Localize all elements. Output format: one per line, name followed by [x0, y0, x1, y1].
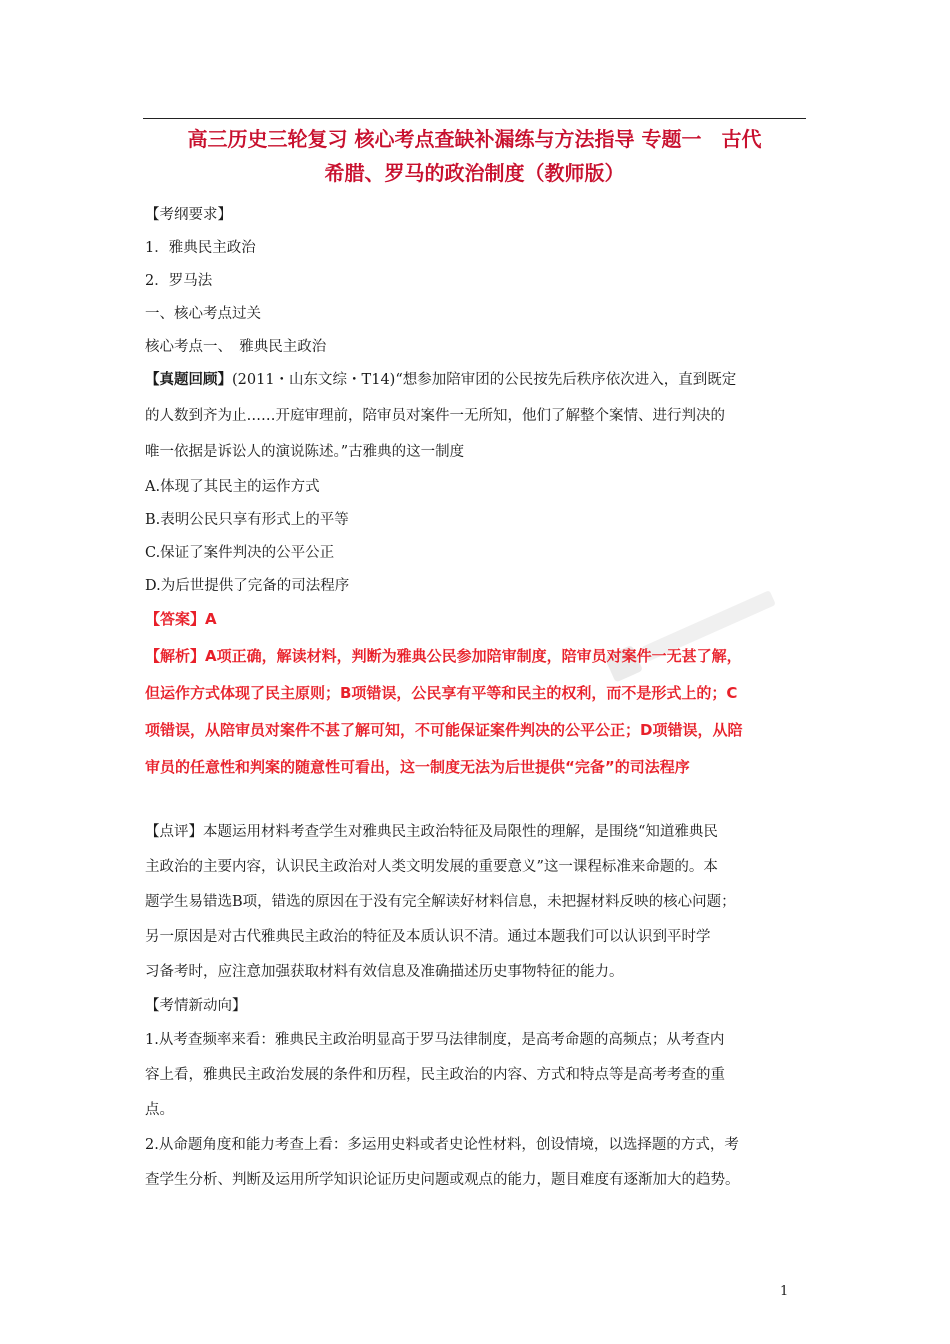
- option-d: D.为后世提供了完备的司法程序: [145, 578, 350, 594]
- question-label: 【真题回顾】: [145, 371, 232, 388]
- analysis-line-2: 但运作方式体现了民主原则；B项错误，公民享有平等和民主的权利，而不是形式上的；C: [145, 684, 738, 702]
- question-line-2: 的人数到齐为止……开庭审理前，陪审员对案件一无所知，他们了解整个案情、进行判决的: [145, 408, 725, 424]
- trend-1-line-2: 容上看，雅典民主政治发展的条件和历程，民主政治的内容、方式和特点等是高考考查的重: [145, 1067, 725, 1083]
- trend-1-line-1: 1.从考查频率来看：雅典民主政治明显高于罗马法律制度，是高考命题的高频点；从考查内: [145, 1032, 725, 1048]
- option-b: B.表明公民只享有形式上的平等: [145, 512, 349, 528]
- trend-1-line-3: 点。: [145, 1102, 174, 1118]
- analysis-line-3: 项错误，从陪审员对案件不甚了解可知，不可能保证案件判决的公平公正；D项错误，从陪: [145, 721, 743, 739]
- outline-item-2: 2．罗马法: [145, 273, 213, 289]
- document-title-line1: 高三历史三轮复习 核心考点查缺补漏练与方法指导 专题一 古代: [187, 127, 762, 151]
- comment-line-2: 主政治的主要内容，认识民主政治对人类文明发展的重要意义”这一课程标准来命题的。本: [145, 859, 718, 875]
- analysis-line-1: 【解析】A项正确，解读材料，判断为雅典公民参加陪审制度，陪审员对案件一无甚了解，: [145, 647, 742, 665]
- comment-line-5: 习备考时，应注意加强获取材料有效信息及准确描述历史事物特征的能力。: [145, 964, 624, 980]
- option-a: A.体现了其民主的运作方式: [145, 479, 320, 495]
- comment-line-4: 另一原因是对古代雅典民主政治的特征及本质认识不清。通过本题我们可以认识到平时学: [145, 929, 711, 945]
- comment-line-1: 【点评】本题运用材料考查学生对雅典民主政治特征及局限性的理解，是围绕“知道雅典民: [145, 824, 718, 840]
- watermark-logo: [600, 575, 790, 689]
- page-number: 1: [780, 1284, 789, 1299]
- section-heading: 一、核心考点过关: [145, 306, 261, 322]
- header-rule: [143, 118, 806, 119]
- outline-item-1: 1．雅典民主政治: [145, 240, 256, 256]
- outline-heading: 【考纲要求】: [145, 207, 232, 223]
- core-point-1: 核心考点一、 雅典民主政治: [145, 339, 327, 355]
- trends-heading: 【考情新动向】: [145, 998, 247, 1014]
- document-title-line2: 希腊、罗马的政治制度（教师版）: [324, 161, 625, 185]
- analysis-line-4: 审员的任意性和判案的随意性可看出，这一制度无法为后世提供“完备”的司法程序: [145, 758, 690, 776]
- question-line-3: 唯一依据是诉讼人的演说陈述。”古雅典的这一制度: [145, 444, 465, 460]
- answer: 【答案】A: [145, 610, 217, 628]
- option-c: C.保证了案件判决的公平公正: [145, 545, 335, 561]
- trend-2-line-2: 查学生分析、判断及运用所学知识论证历史问题或观点的能力，题目难度有逐渐加大的趋势。: [145, 1172, 740, 1188]
- comment-line-3: 题学生易错选B项，错选的原因在于没有完全解读好材料信息，未把握材料反映的核心问题；: [145, 894, 736, 910]
- question-line-1: [145, 370, 736, 390]
- question-source: (2011・山东文综・T14)“想参加陪审团的公民按先后秩序依次进入，直到既定: [232, 372, 737, 388]
- trend-2-line-1: 2.从命题角度和能力考查上看：多运用史料或者史论性材料，创设情境，以选择题的方式，考: [145, 1137, 739, 1153]
